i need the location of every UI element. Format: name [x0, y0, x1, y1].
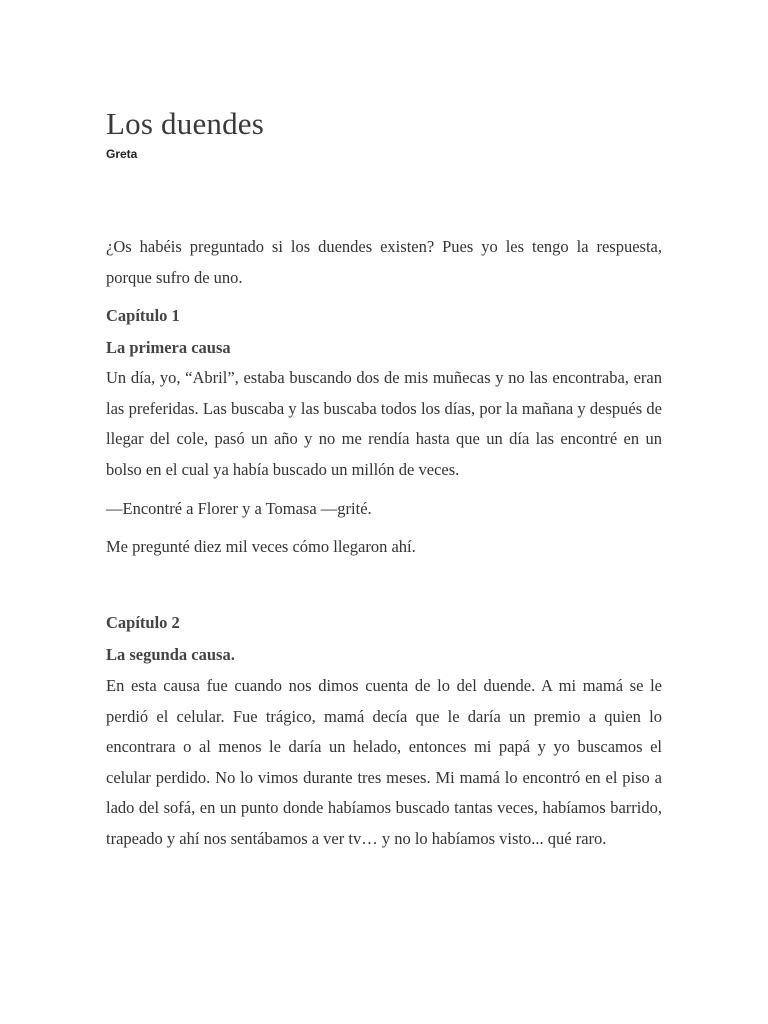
chapter-1-heading: Capítulo 1: [106, 306, 180, 325]
chapter-2-heading: Capítulo 2: [106, 613, 180, 632]
chapter-1-dialogue: —Encontré a Florer y a Tomasa —grité.: [106, 499, 372, 518]
document-author: Greta: [106, 147, 138, 161]
chapter-1-closing: Me pregunté diez mil veces cómo llegaron ahí.: [106, 537, 416, 556]
intro-paragraph: ¿Os habéis preguntado si los duendes existen? Pues yo les tengo la respuesta, porque sufro de uno.: [106, 237, 662, 287]
chapter-1-paragraph: Un día, yo, “Abril”, estaba buscando dos de mis muñecas y no las encontraba, eran las preferidas. Las buscaba y las buscaba todos los días, por la mañana y después de llegar del cole, pasó un año y no me rendía hasta que un día las encontré en un bolso en el cual ya había buscado un millón de veces.: [106, 368, 662, 479]
chapter-2-paragraph: En esta causa fue cuando nos dimos cuenta de lo del duende. A mi mamá se le perdió el celular. Fue trágico, mamá decía que le daría un premio a quien lo encontrara o al menos le daría un helado, entonces mi papá y yo buscamos el celular perdido. No lo vimos durante tres meses. Mi mamá lo encontró en el piso a lado del sofá, en un punto donde habíamos buscado tantas veces, habíamos barrido, trapeado y ahí nos sentábamos a ver tv… y no lo habíamos visto... qué raro.: [106, 676, 662, 848]
document-title: Los duendes: [106, 106, 265, 141]
chapter-1-subheading: La primera causa: [106, 338, 231, 357]
chapter-2-subheading: La segunda causa.: [106, 645, 235, 664]
